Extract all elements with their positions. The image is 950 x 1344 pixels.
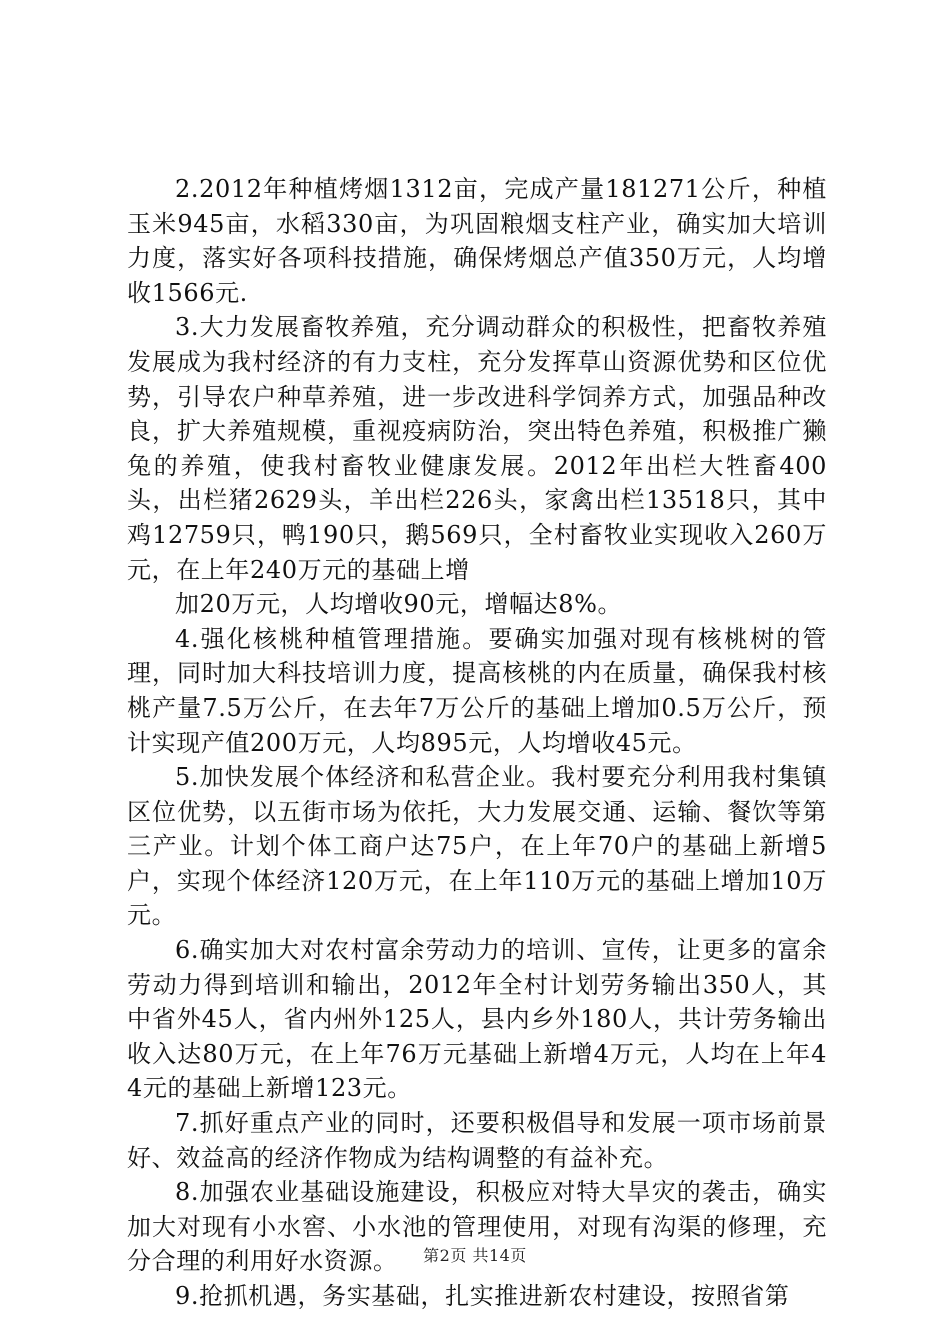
paragraph-item-4: 4.强化核桃种植管理措施。要确实加强对现有核桃树的管理，同时加大科技培训力度，提高核桃的内在质量，确保我村核桃产量7.5万公斤，在去年7万公斤的基础上增加0.5万公斤，预计实现产值200万元，人均895元，人均增收45元。: [127, 624, 827, 757]
page-number-footer: 第2页 共14页: [423, 1246, 527, 1265]
paragraph-item-9: 9.抢抓机遇，务实基础，扎实推进新农村建设，按照省第: [175, 1282, 790, 1310]
paragraph-item-7: 7.抓好重点产业的同时，还要积极倡导和发展一项市场前景好、效益高的经济作物成为结构调整的有益补充。: [127, 1109, 827, 1172]
document-body: [127, 172, 827, 1314]
paragraph-item-8: 8.加强农业基础设施建设，积极应对特大旱灾的袭击，确实加大对现有小水窖、小水池的管理使用，对现有沟渠的修理，充分合理的利用好水资源。: [127, 1178, 827, 1276]
paragraph-item-5: 5.加快发展个体经济和私营企业。我村要充分利用我村集镇区位优势，以五街市场为依托，大力发展交通、运输、餐饮等第三产业。计划个体工商户达75户，在上年70户的基础上新增5户，实现个体经济120万元，在上年110万元的基础上增加10万元。: [127, 763, 827, 930]
paragraph-item-6: 6.确实加大对农村富余劳动力的培训、宣传，让更多的富余劳动力得到培训和输出，2012年全村计划劳务输出350人，其中省外45人，省内州外125人，县内乡外180人，共计劳务输出收入达80万元，在上年76万元基础上新增4万元，人均在上年44元的基础上新增123元。: [127, 936, 827, 1103]
paragraph-item-2: 2.2012年种植烤烟1312亩，完成产量181271公斤，种植玉米945亩，水稻330亩，为巩固粮烟支柱产业，确实加大培训力度，落实好各项科技措施，确保烤烟总产值350万元，人均增收1566元.: [127, 175, 827, 307]
paragraph-item-3: 3.大力发展畜牧养殖，充分调动群众的积极性，把畜牧养殖发展成为我村经济的有力支柱，充分发挥草山资源优势和区位优势，引导农户种草养殖，进一步改进科学饲养方式，加强品种改良，扩大养殖规模，重视疫病防治，突出特色养殖，积极推广獭兔的养殖，使我村畜牧业健康发展。2012年出栏大牲畜400头，出栏猪2629头，羊出栏226头，家禽出栏13518只，其中鸡12759只，鸭190只，鹅569只，全村畜牧业实现收入260万元，在上年240万元的基础上增: [127, 313, 827, 584]
paragraph-continuation: 加20万元，人均增收90元，增幅达8%。: [175, 590, 623, 619]
